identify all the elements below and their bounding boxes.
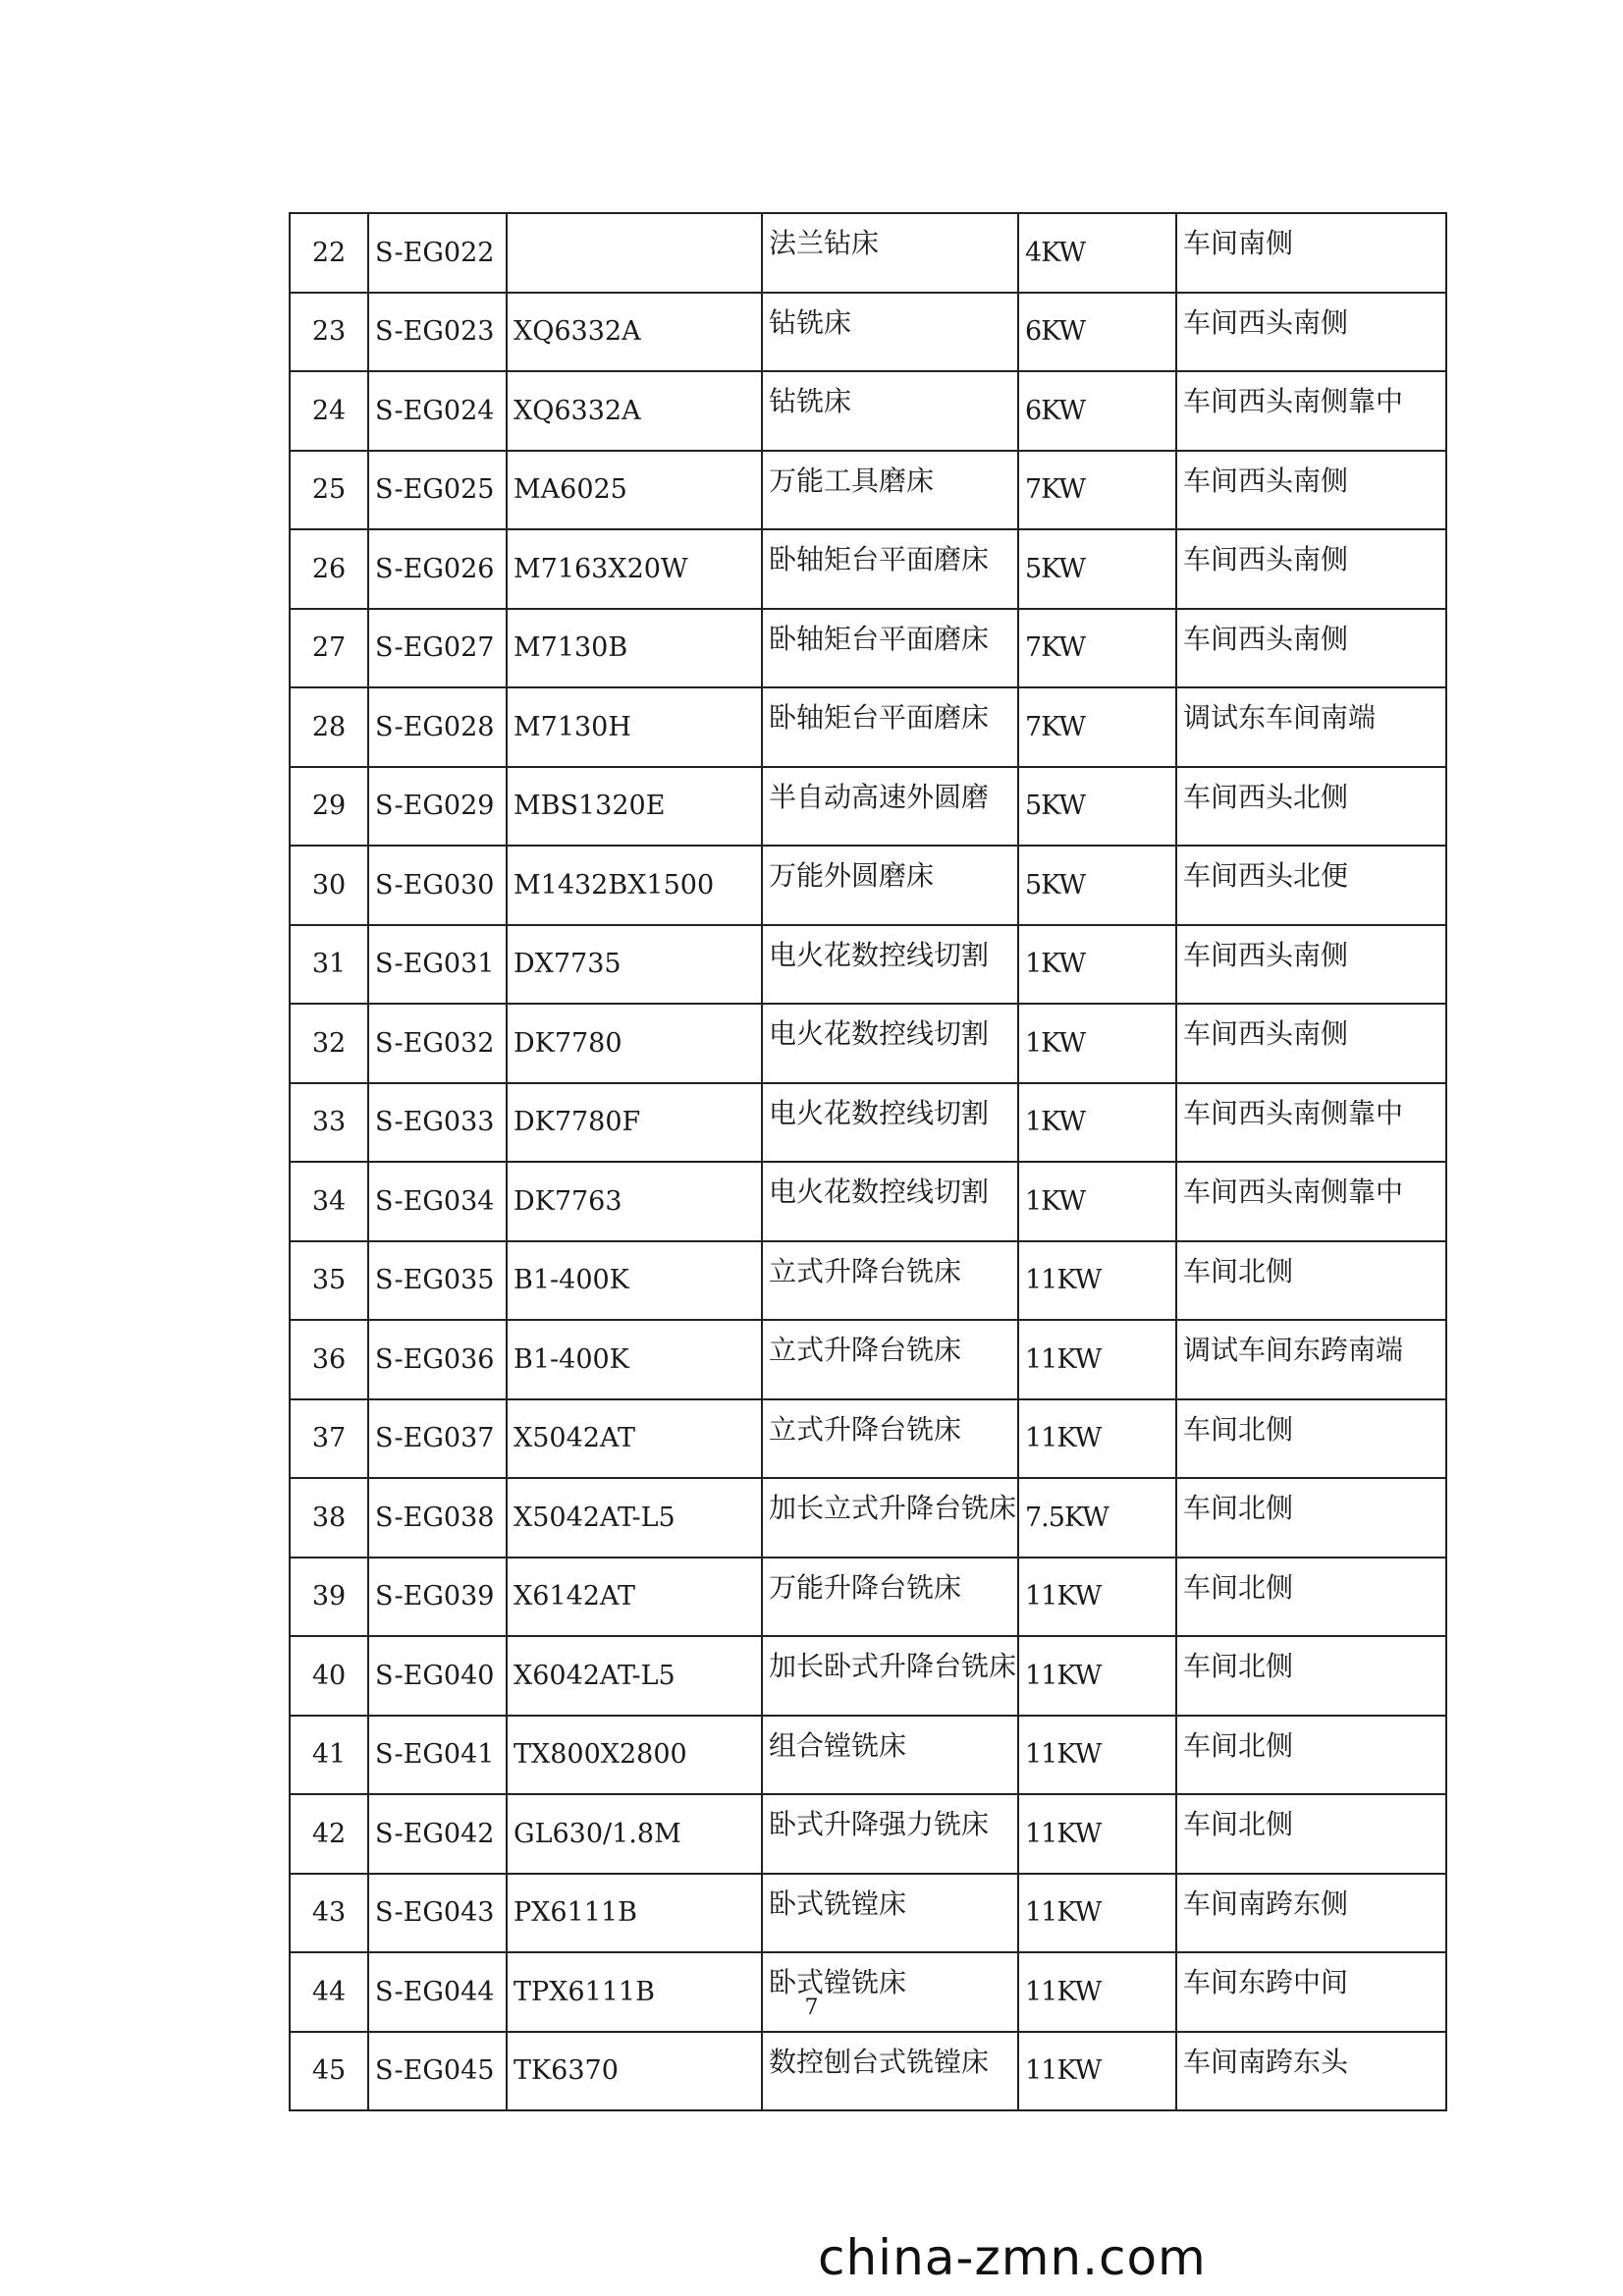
equipment-code-cell: S-EG037 xyxy=(368,1399,507,1479)
table-row xyxy=(290,1558,1446,1637)
table-row xyxy=(290,687,1446,767)
equipment-model-cell: DK7780 xyxy=(507,1004,762,1083)
equipment-code-cell: S-EG038 xyxy=(368,1478,507,1558)
equipment-code-cell: S-EG042 xyxy=(368,1794,507,1874)
equipment-model-cell: M1432BX1500 xyxy=(507,846,762,925)
equipment-location-cell: 车间北侧 xyxy=(1176,1636,1446,1716)
equipment-name-cell: 卧轴矩台平面磨床 xyxy=(762,609,1018,688)
equipment-location-cell: 车间东跨中间 xyxy=(1176,1952,1446,2032)
table-row xyxy=(290,213,1446,293)
table-row xyxy=(290,1320,1446,1399)
equipment-model-cell: XQ6332A xyxy=(507,371,762,451)
table-row xyxy=(290,1399,1446,1479)
equipment-location-cell: 车间西头南侧 xyxy=(1176,1004,1446,1083)
equipment-name-cell: 数控刨台式铣镗床 xyxy=(762,2032,1018,2111)
table-row xyxy=(290,293,1446,372)
equipment-code-cell: S-EG029 xyxy=(368,767,507,847)
equipment-location-cell: 车间西头北便 xyxy=(1176,846,1446,925)
equipment-name-cell: 立式升降台铣床 xyxy=(762,1241,1018,1321)
row-number-cell: 27 xyxy=(290,609,368,688)
equipment-power-cell: 1KW xyxy=(1018,925,1176,1005)
equipment-model-cell: B1-400K xyxy=(507,1241,762,1321)
equipment-power-cell: 5KW xyxy=(1018,846,1176,925)
equipment-model-cell: GL630/1.8M xyxy=(507,1794,762,1874)
equipment-location-cell: 车间南跨东头 xyxy=(1176,2032,1446,2111)
equipment-name-cell: 半自动高速外圆磨 xyxy=(762,767,1018,847)
row-number-cell: 36 xyxy=(290,1320,368,1399)
equipment-power-cell: 5KW xyxy=(1018,529,1176,609)
row-number-cell: 24 xyxy=(290,371,368,451)
row-number-cell: 44 xyxy=(290,1952,368,2032)
equipment-power-cell: 11KW xyxy=(1018,1794,1176,1874)
row-number-cell: 31 xyxy=(290,925,368,1005)
row-number-cell: 34 xyxy=(290,1162,368,1241)
equipment-power-cell: 6KW xyxy=(1018,371,1176,451)
row-number-cell: 45 xyxy=(290,2032,368,2111)
row-number-cell: 38 xyxy=(290,1478,368,1558)
equipment-power-cell: 7KW xyxy=(1018,451,1176,530)
equipment-model-cell: XQ6332A xyxy=(507,293,762,372)
equipment-location-cell: 车间南侧 xyxy=(1176,213,1446,293)
table-row xyxy=(290,1794,1446,1874)
equipment-power-cell: 11KW xyxy=(1018,1874,1176,1953)
equipment-name-cell: 电火花数控线切割 xyxy=(762,1004,1018,1083)
equipment-table-body xyxy=(290,213,1446,2110)
equipment-location-cell: 车间北侧 xyxy=(1176,1241,1446,1321)
equipment-code-cell: S-EG045 xyxy=(368,2032,507,2111)
equipment-location-cell: 车间西头南侧靠中 xyxy=(1176,1083,1446,1163)
row-number-cell: 28 xyxy=(290,687,368,767)
equipment-power-cell: 7.5KW xyxy=(1018,1478,1176,1558)
equipment-code-cell: S-EG026 xyxy=(368,529,507,609)
equipment-code-cell: S-EG032 xyxy=(368,1004,507,1083)
equipment-name-cell: 卧式镗铣床 xyxy=(762,1952,1018,2032)
equipment-power-cell: 6KW xyxy=(1018,293,1176,372)
equipment-name-cell: 卧轴矩台平面磨床 xyxy=(762,687,1018,767)
equipment-model-cell xyxy=(507,213,762,293)
row-number-cell: 26 xyxy=(290,529,368,609)
equipment-table xyxy=(289,212,1447,2111)
equipment-name-cell: 万能工具磨床 xyxy=(762,451,1018,530)
equipment-model-cell: DK7780F xyxy=(507,1083,762,1163)
equipment-name-cell: 加长卧式升降台铣床 xyxy=(762,1636,1018,1716)
equipment-location-cell: 车间北侧 xyxy=(1176,1558,1446,1637)
equipment-location-cell: 车间西头南侧 xyxy=(1176,293,1446,372)
equipment-code-cell: S-EG043 xyxy=(368,1874,507,1953)
row-number-cell: 30 xyxy=(290,846,368,925)
table-row xyxy=(290,1083,1446,1163)
equipment-model-cell: TX800X2800 xyxy=(507,1716,762,1795)
table-row xyxy=(290,1478,1446,1558)
page-number: 7 xyxy=(804,1995,819,2020)
equipment-power-cell: 1KW xyxy=(1018,1162,1176,1241)
row-number-cell: 37 xyxy=(290,1399,368,1479)
table-row xyxy=(290,1241,1446,1321)
row-number-cell: 39 xyxy=(290,1558,368,1637)
equipment-code-cell: S-EG033 xyxy=(368,1083,507,1163)
equipment-name-cell: 电火花数控线切割 xyxy=(762,1162,1018,1241)
equipment-model-cell: DX7735 xyxy=(507,925,762,1005)
equipment-code-cell: S-EG025 xyxy=(368,451,507,530)
equipment-model-cell: DK7763 xyxy=(507,1162,762,1241)
equipment-power-cell: 11KW xyxy=(1018,1241,1176,1321)
table-row xyxy=(290,451,1446,530)
table-row xyxy=(290,925,1446,1005)
equipment-model-cell: M7163X20W xyxy=(507,529,762,609)
equipment-name-cell: 卧式铣镗床 xyxy=(762,1874,1018,1953)
equipment-model-cell: B1-400K xyxy=(507,1320,762,1399)
equipment-power-cell: 7KW xyxy=(1018,687,1176,767)
equipment-location-cell: 车间北侧 xyxy=(1176,1399,1446,1479)
equipment-name-cell: 钻铣床 xyxy=(762,371,1018,451)
row-number-cell: 32 xyxy=(290,1004,368,1083)
equipment-location-cell: 调试车间东跨南端 xyxy=(1176,1320,1446,1399)
table-row xyxy=(290,609,1446,688)
equipment-model-cell: X6042AT-L5 xyxy=(507,1636,762,1716)
equipment-power-cell: 11KW xyxy=(1018,1636,1176,1716)
equipment-location-cell: 车间西头南侧 xyxy=(1176,925,1446,1005)
equipment-power-cell: 5KW xyxy=(1018,767,1176,847)
site-watermark: china-zmn.com xyxy=(818,2229,1207,2286)
equipment-code-cell: S-EG035 xyxy=(368,1241,507,1321)
equipment-location-cell: 车间西头南侧靠中 xyxy=(1176,1162,1446,1241)
equipment-power-cell: 11KW xyxy=(1018,1952,1176,2032)
equipment-code-cell: S-EG031 xyxy=(368,925,507,1005)
equipment-model-cell: X5042AT xyxy=(507,1399,762,1479)
equipment-location-cell: 车间北侧 xyxy=(1176,1716,1446,1795)
equipment-power-cell: 4KW xyxy=(1018,213,1176,293)
equipment-name-cell: 电火花数控线切割 xyxy=(762,925,1018,1005)
equipment-code-cell: S-EG040 xyxy=(368,1636,507,1716)
equipment-location-cell: 车间西头南侧 xyxy=(1176,609,1446,688)
equipment-model-cell: TK6370 xyxy=(507,2032,762,2111)
table-row xyxy=(290,1636,1446,1716)
table-row xyxy=(290,1162,1446,1241)
equipment-code-cell: S-EG044 xyxy=(368,1952,507,2032)
equipment-model-cell: PX6111B xyxy=(507,1874,762,1953)
equipment-name-cell: 组合镗铣床 xyxy=(762,1716,1018,1795)
equipment-code-cell: S-EG034 xyxy=(368,1162,507,1241)
equipment-name-cell: 电火花数控线切割 xyxy=(762,1083,1018,1163)
equipment-code-cell: S-EG027 xyxy=(368,609,507,688)
row-number-cell: 22 xyxy=(290,213,368,293)
equipment-name-cell: 法兰钻床 xyxy=(762,213,1018,293)
equipment-model-cell: M7130B xyxy=(507,609,762,688)
row-number-cell: 42 xyxy=(290,1794,368,1874)
row-number-cell: 41 xyxy=(290,1716,368,1795)
equipment-location-cell: 车间北侧 xyxy=(1176,1794,1446,1874)
row-number-cell: 25 xyxy=(290,451,368,530)
equipment-power-cell: 11KW xyxy=(1018,1320,1176,1399)
equipment-location-cell: 车间西头南侧 xyxy=(1176,451,1446,530)
table-row xyxy=(290,846,1446,925)
equipment-location-cell: 车间北侧 xyxy=(1176,1478,1446,1558)
equipment-code-cell: S-EG028 xyxy=(368,687,507,767)
row-number-cell: 43 xyxy=(290,1874,368,1953)
table-row xyxy=(290,2032,1446,2111)
equipment-location-cell: 车间西头北侧 xyxy=(1176,767,1446,847)
equipment-model-cell: M7130H xyxy=(507,687,762,767)
row-number-cell: 29 xyxy=(290,767,368,847)
equipment-name-cell: 立式升降台铣床 xyxy=(762,1320,1018,1399)
table-row xyxy=(290,767,1446,847)
equipment-name-cell: 卧式升降强力铣床 xyxy=(762,1794,1018,1874)
table-row xyxy=(290,1004,1446,1083)
equipment-code-cell: S-EG022 xyxy=(368,213,507,293)
table-row xyxy=(290,529,1446,609)
equipment-code-cell: S-EG039 xyxy=(368,1558,507,1637)
equipment-model-cell: X6142AT xyxy=(507,1558,762,1637)
table-row xyxy=(290,1874,1446,1953)
equipment-name-cell: 立式升降台铣床 xyxy=(762,1399,1018,1479)
equipment-model-cell: X5042AT-L5 xyxy=(507,1478,762,1558)
equipment-code-cell: S-EG041 xyxy=(368,1716,507,1795)
equipment-location-cell: 车间南跨东侧 xyxy=(1176,1874,1446,1953)
table-row xyxy=(290,1716,1446,1795)
equipment-name-cell: 加长立式升降台铣床 xyxy=(762,1478,1018,1558)
equipment-power-cell: 11KW xyxy=(1018,1399,1176,1479)
equipment-location-cell: 调试东车间南端 xyxy=(1176,687,1446,767)
equipment-code-cell: S-EG036 xyxy=(368,1320,507,1399)
equipment-power-cell: 7KW xyxy=(1018,609,1176,688)
equipment-name-cell: 万能升降台铣床 xyxy=(762,1558,1018,1637)
equipment-power-cell: 11KW xyxy=(1018,1558,1176,1637)
equipment-model-cell: MA6025 xyxy=(507,451,762,530)
row-number-cell: 35 xyxy=(290,1241,368,1321)
equipment-power-cell: 11KW xyxy=(1018,2032,1176,2111)
equipment-code-cell: S-EG024 xyxy=(368,371,507,451)
row-number-cell: 33 xyxy=(290,1083,368,1163)
equipment-power-cell: 1KW xyxy=(1018,1083,1176,1163)
row-number-cell: 23 xyxy=(290,293,368,372)
equipment-name-cell: 钻铣床 xyxy=(762,293,1018,372)
row-number-cell: 40 xyxy=(290,1636,368,1716)
equipment-power-cell: 11KW xyxy=(1018,1716,1176,1795)
equipment-code-cell: S-EG023 xyxy=(368,293,507,372)
equipment-model-cell: MBS1320E xyxy=(507,767,762,847)
equipment-name-cell: 卧轴矩台平面磨床 xyxy=(762,529,1018,609)
equipment-name-cell: 万能外圆磨床 xyxy=(762,846,1018,925)
equipment-location-cell: 车间西头南侧 xyxy=(1176,529,1446,609)
equipment-code-cell: S-EG030 xyxy=(368,846,507,925)
table-row xyxy=(290,371,1446,451)
equipment-location-cell: 车间西头南侧靠中 xyxy=(1176,371,1446,451)
equipment-model-cell: TPX6111B xyxy=(507,1952,762,2032)
equipment-power-cell: 1KW xyxy=(1018,1004,1176,1083)
